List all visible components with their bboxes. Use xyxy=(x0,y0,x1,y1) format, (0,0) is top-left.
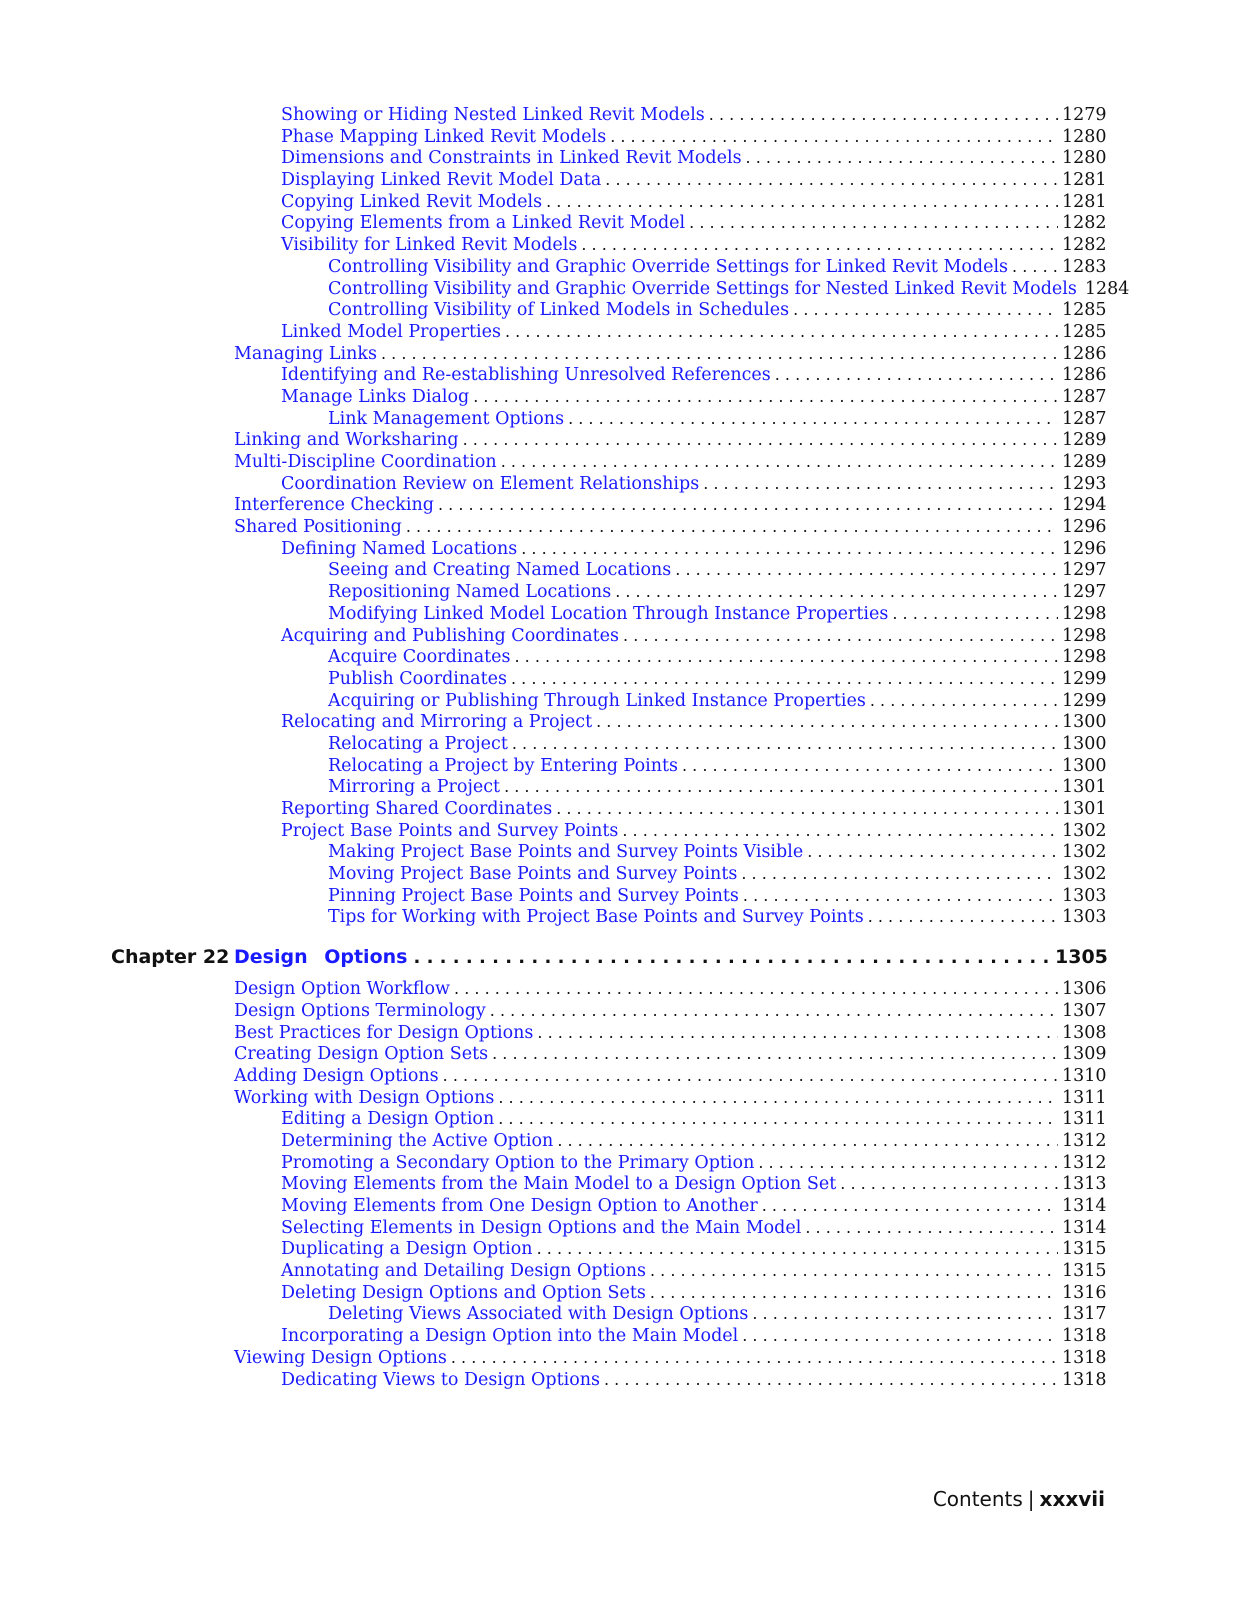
toc-entry-link[interactable]: Tips for Working with Project Base Points and Survey Points xyxy=(328,907,864,928)
dot-leader xyxy=(546,191,1058,213)
toc-entry-link[interactable]: Deleting Design Options and Option Sets xyxy=(281,1282,646,1303)
toc-entry-link[interactable]: Best Practices for Design Options xyxy=(234,1022,534,1043)
toc-entry-page-number: 1289 xyxy=(1062,430,1107,451)
toc-entry-page-number: 1315 xyxy=(1062,1239,1107,1260)
dot-leader xyxy=(793,299,1058,321)
toc-entry xyxy=(0,169,1237,191)
toc-entry-link[interactable]: Seeing and Creating Named Locations xyxy=(328,560,672,581)
toc-entry-page-number: 1306 xyxy=(1062,979,1107,1000)
toc-entry-link[interactable]: Showing or Hiding Nested Linked Revit Models xyxy=(281,105,705,125)
toc-entry-page-number: 1282 xyxy=(1062,213,1107,234)
toc-entry-link[interactable]: Promoting a Secondary Option to the Primary Option xyxy=(281,1152,755,1173)
toc-entry xyxy=(0,1022,1237,1044)
toc-entry xyxy=(0,1108,1237,1130)
toc-entry-link[interactable]: Link Management Options xyxy=(328,408,565,429)
toc-entry xyxy=(0,776,1237,798)
toc-entry-page-number: 1286 xyxy=(1062,365,1107,386)
toc-entry-page-number: 1311 xyxy=(1062,1109,1107,1130)
toc-entry xyxy=(0,1260,1237,1282)
toc-entry-page-number: 1318 xyxy=(1062,1369,1107,1390)
dot-leader xyxy=(743,885,1058,907)
toc-entry-link[interactable]: Linked Model Properties xyxy=(281,321,501,342)
toc-entry-page-number: 1312 xyxy=(1062,1130,1107,1151)
toc-entry xyxy=(0,408,1237,430)
toc-entry xyxy=(0,191,1237,213)
dot-leader xyxy=(868,906,1058,928)
dot-leader xyxy=(492,1043,1058,1065)
toc-entry-link[interactable]: Defining Named Locations xyxy=(281,538,518,559)
toc-entry-link[interactable]: Editing a Design Option xyxy=(281,1109,495,1130)
toc-entry-page-number: 1299 xyxy=(1062,668,1107,689)
dot-leader xyxy=(537,1022,1058,1044)
footer-page-number: xxxvii xyxy=(1039,1487,1105,1511)
toc-entry-link[interactable]: Controlling Visibility of Linked Models in Schedules xyxy=(328,300,790,321)
toc-entry-page-number: 1300 xyxy=(1062,755,1107,776)
dot-leader xyxy=(650,1282,1058,1304)
dot-leader xyxy=(807,841,1058,863)
toc-entry xyxy=(0,1238,1237,1260)
dot-leader xyxy=(703,473,1058,495)
dot-leader xyxy=(596,711,1058,733)
dot-leader xyxy=(746,147,1058,169)
toc-entry-page-number: 1307 xyxy=(1062,1000,1107,1021)
toc-entry xyxy=(0,212,1237,234)
dot-leader xyxy=(870,690,1058,712)
toc-entry-page-number: 1316 xyxy=(1062,1282,1107,1303)
toc-entry-link[interactable]: Working with Design Options xyxy=(234,1087,495,1108)
dot-leader xyxy=(505,321,1058,343)
toc-entry xyxy=(0,494,1237,516)
dot-leader xyxy=(762,1195,1058,1217)
toc-entry xyxy=(0,841,1237,863)
dot-leader xyxy=(443,1065,1058,1087)
toc-entry-link[interactable]: Relocating a Project xyxy=(328,733,508,754)
toc-entry-link[interactable]: Project Base Points and Survey Points xyxy=(281,820,619,841)
toc-entry xyxy=(0,863,1237,885)
toc-entry xyxy=(0,386,1237,408)
toc-entry-page-number: 1281 xyxy=(1062,170,1107,191)
toc-entry xyxy=(0,1369,1237,1391)
toc-entry-link[interactable]: Relocating and Mirroring a Project xyxy=(281,712,593,733)
toc-entry-link[interactable]: Selecting Elements in Design Options and the Main Model xyxy=(281,1217,802,1238)
toc-entry xyxy=(0,1217,1237,1239)
toc-entry xyxy=(0,1152,1237,1174)
toc-entry-page-number: 1279 xyxy=(1062,105,1107,125)
toc-entry-link[interactable]: Managing Links xyxy=(234,343,377,364)
toc-entry-link[interactable]: Controlling Visibility and Graphic Override Settings for Nested Linked Revit Models xyxy=(328,278,1077,299)
toc-entry-page-number: 1311 xyxy=(1062,1087,1107,1108)
toc-entry-link[interactable]: Determining the Active Option xyxy=(281,1130,554,1151)
dot-leader xyxy=(623,625,1058,647)
dot-leader xyxy=(521,538,1058,560)
toc-entry-link[interactable]: Modifying Linked Model Location Through Instance Properties xyxy=(328,603,889,624)
toc-entry xyxy=(0,906,1237,928)
toc-entry xyxy=(0,603,1237,625)
toc-entry xyxy=(0,690,1237,712)
toc-entry-link[interactable]: Creating Design Option Sets xyxy=(234,1044,489,1065)
dot-leader xyxy=(1012,256,1058,278)
dot-leader xyxy=(605,169,1058,191)
toc-entry-page-number: 1284 xyxy=(1084,278,1130,299)
toc-entry-page-number: 1283 xyxy=(1062,256,1107,277)
dot-leader xyxy=(742,1325,1058,1347)
dot-leader xyxy=(581,234,1058,256)
toc-entry-link[interactable]: Mirroring a Project xyxy=(328,777,501,798)
toc-entry-link[interactable]: Design Options Terminology xyxy=(234,1000,486,1021)
dot-leader xyxy=(709,104,1058,126)
dot-leader xyxy=(501,451,1058,473)
toc-list-top xyxy=(0,104,1237,928)
toc-entry-page-number: 1303 xyxy=(1062,885,1107,906)
dot-leader xyxy=(622,820,1058,842)
toc-entry-page-number: 1297 xyxy=(1062,560,1107,581)
toc-entry-link[interactable]: Moving Project Base Points and Survey Points xyxy=(328,864,738,885)
toc-entry xyxy=(0,581,1237,603)
toc-entry-link[interactable]: Publish Coordinates xyxy=(328,668,507,689)
toc-entry xyxy=(0,343,1237,365)
toc-entry-page-number: 1280 xyxy=(1062,148,1107,169)
toc-entry-link[interactable]: Coordination Review on Element Relationships xyxy=(281,473,700,494)
toc-entry xyxy=(0,1173,1237,1195)
toc-entry-link[interactable]: Design Option Workflow xyxy=(234,979,451,1000)
toc-entry-page-number: 1280 xyxy=(1062,126,1107,147)
dot-leader xyxy=(650,1260,1058,1282)
toc-entry-link[interactable]: Annotating and Detailing Design Options xyxy=(281,1261,646,1282)
toc-entry-page-number: 1314 xyxy=(1062,1217,1107,1238)
toc-entry xyxy=(0,278,1237,300)
toc-entry xyxy=(0,798,1237,820)
toc-entry-page-number: 1300 xyxy=(1062,712,1107,733)
toc-entry-page-number: 1310 xyxy=(1062,1065,1107,1086)
dot-leader xyxy=(675,559,1058,581)
toc-entry xyxy=(0,711,1237,733)
toc-entry-link[interactable]: Making Project Base Points and Survey Points Visible xyxy=(328,842,804,863)
toc-list-chapter xyxy=(0,978,1237,1390)
footer-separator: | xyxy=(1027,1487,1035,1511)
toc-entry-link[interactable]: Manage Links Dialog xyxy=(281,386,470,407)
dot-leader xyxy=(512,733,1058,755)
chapter-title-link[interactable]: Design Options xyxy=(234,946,408,969)
dot-leader xyxy=(741,863,1058,885)
dot-leader xyxy=(775,364,1058,386)
toc-entry xyxy=(0,1130,1237,1152)
toc-entry xyxy=(0,1303,1237,1325)
toc-entry-page-number: 1309 xyxy=(1062,1044,1107,1065)
toc-entry-page-number: 1294 xyxy=(1062,495,1107,516)
dot-leader xyxy=(568,408,1058,430)
toc-entry xyxy=(0,625,1237,647)
toc-entry-link[interactable]: Linking and Worksharing xyxy=(234,430,459,451)
toc-entry xyxy=(0,516,1237,538)
toc-entry-page-number: 1308 xyxy=(1062,1022,1107,1043)
dot-leader xyxy=(438,494,1058,516)
toc-entry-page-number: 1287 xyxy=(1062,408,1107,429)
toc-entry-link[interactable]: Relocating a Project by Entering Points xyxy=(328,755,678,776)
toc-entry xyxy=(0,1043,1237,1065)
toc-entry-page-number: 1298 xyxy=(1062,603,1107,624)
toc-entry xyxy=(0,1087,1237,1109)
toc-entry-link[interactable]: Viewing Design Options xyxy=(234,1347,447,1368)
dot-leader xyxy=(557,1130,1058,1152)
toc-entry xyxy=(0,559,1237,581)
dot-leader xyxy=(451,1347,1058,1369)
toc-entry-page-number: 1281 xyxy=(1062,191,1107,212)
toc-entry xyxy=(0,1000,1237,1022)
toc-entry-link[interactable]: Identifying and Re-establishing Unresolved References xyxy=(281,365,771,386)
toc-entry-page-number: 1299 xyxy=(1062,690,1107,711)
toc-entry xyxy=(0,1195,1237,1217)
toc-entry-link[interactable]: Deleting Views Associated with Design Options xyxy=(328,1304,749,1325)
dot-leader xyxy=(556,798,1058,820)
toc-entry xyxy=(0,256,1237,278)
toc-entry xyxy=(0,1282,1237,1304)
toc-entry-link[interactable]: Interference Checking xyxy=(234,495,434,516)
toc-entry-page-number: 1285 xyxy=(1062,300,1107,321)
dot-leader xyxy=(498,1108,1058,1130)
toc-entry-page-number: 1315 xyxy=(1062,1261,1107,1282)
toc-entry-page-number: 1302 xyxy=(1062,820,1107,841)
dot-leader xyxy=(892,603,1058,625)
dot-leader xyxy=(682,755,1058,777)
toc-entry-link[interactable]: Acquiring or Publishing Through Linked Instance Properties xyxy=(328,690,866,711)
dot-leader xyxy=(758,1152,1058,1174)
toc-entry-link[interactable]: Dedicating Views to Design Options xyxy=(281,1369,600,1390)
toc-entry xyxy=(0,820,1237,842)
toc-entry xyxy=(0,668,1237,690)
toc-entry-page-number: 1298 xyxy=(1062,625,1107,646)
toc-entry-page-number: 1296 xyxy=(1062,538,1107,559)
toc-entry xyxy=(0,733,1237,755)
toc-entry xyxy=(0,1347,1237,1369)
toc-entry xyxy=(0,147,1237,169)
toc-entry xyxy=(0,473,1237,495)
dot-leader xyxy=(504,776,1058,798)
toc-entry-page-number: 1312 xyxy=(1062,1152,1107,1173)
toc-entry xyxy=(0,755,1237,777)
toc-entry-page-number: 1302 xyxy=(1062,842,1107,863)
toc-entry-page-number: 1282 xyxy=(1062,235,1107,256)
toc-entry-page-number: 1296 xyxy=(1062,517,1107,538)
chapter-page-number: 1305 xyxy=(1055,946,1108,969)
toc-entry-page-number: 1303 xyxy=(1062,907,1107,928)
dot-leader xyxy=(413,947,1049,968)
toc-entry-link[interactable]: Multi-Discipline Coordination xyxy=(234,452,497,472)
toc-entry-link[interactable]: Duplicating a Design Option xyxy=(281,1239,533,1260)
toc-entry-page-number: 1298 xyxy=(1062,647,1107,668)
toc-entry-page-number: 1317 xyxy=(1062,1304,1107,1325)
dot-leader xyxy=(406,516,1058,538)
toc-entry-page-number: 1302 xyxy=(1062,864,1107,885)
toc-entry xyxy=(0,321,1237,343)
toc-entry-link[interactable]: Dimensions and Constraints in Linked Revit Models xyxy=(281,148,742,169)
toc-entry xyxy=(0,126,1237,148)
dot-leader xyxy=(454,978,1058,1000)
toc-entry xyxy=(0,429,1237,451)
toc-entry-page-number: 1318 xyxy=(1062,1347,1107,1368)
dot-leader xyxy=(604,1369,1058,1391)
toc-entry-link[interactable]: Reporting Shared Coordinates xyxy=(281,799,553,819)
toc-entry xyxy=(0,234,1237,256)
dot-leader xyxy=(490,1000,1058,1022)
toc-entry xyxy=(0,538,1237,560)
dot-leader xyxy=(463,429,1058,451)
dot-leader xyxy=(610,126,1058,148)
dot-leader xyxy=(515,646,1059,668)
toc-entry-page-number: 1313 xyxy=(1062,1174,1107,1195)
dot-leader xyxy=(511,668,1058,690)
toc-entry-link[interactable]: Phase Mapping Linked Revit Models xyxy=(281,126,607,147)
toc-entry-page-number: 1300 xyxy=(1062,733,1107,754)
dot-leader xyxy=(381,343,1058,365)
page-footer xyxy=(933,1487,1105,1511)
toc-entry-link[interactable]: Acquiring and Publishing Coordinates xyxy=(281,625,620,646)
toc-entry xyxy=(0,978,1237,1000)
toc-entry xyxy=(0,1325,1237,1347)
dot-leader xyxy=(689,212,1058,234)
toc-entry-page-number: 1301 xyxy=(1062,777,1107,798)
toc-entry-link[interactable]: Shared Positioning xyxy=(234,517,402,538)
toc-entry-page-number: 1287 xyxy=(1062,386,1107,407)
dot-leader xyxy=(473,386,1058,408)
toc-entry-link[interactable]: Displaying Linked Revit Model Data xyxy=(281,170,602,191)
toc-entry-link[interactable]: Moving Elements from One Design Option to Another xyxy=(281,1196,758,1216)
dot-leader xyxy=(498,1087,1058,1109)
toc-entry-page-number: 1293 xyxy=(1062,473,1107,494)
toc-entry-link[interactable]: Copying Elements from a Linked Revit Model xyxy=(281,213,686,234)
toc-entry-link[interactable]: Incorporating a Design Option into the Main Model xyxy=(281,1326,739,1347)
toc-entry xyxy=(0,646,1237,668)
toc-entry xyxy=(0,364,1237,386)
toc-entry-page-number: 1289 xyxy=(1062,452,1107,472)
toc-entry-page-number: 1314 xyxy=(1062,1196,1107,1216)
dot-leader xyxy=(805,1217,1058,1239)
toc-entry xyxy=(0,451,1237,473)
dot-leader xyxy=(840,1173,1058,1195)
toc-entry-link[interactable]: Moving Elements from the Main Model to a Design Option Set xyxy=(281,1174,837,1195)
chapter-heading xyxy=(0,946,1237,976)
toc-entry-link[interactable]: Repositioning Named Locations xyxy=(328,582,612,603)
toc-entry xyxy=(0,1065,1237,1087)
toc-entry-link[interactable]: Visibility for Linked Revit Models xyxy=(281,235,578,256)
dot-leader xyxy=(615,581,1058,603)
chapter-label: Chapter 22 xyxy=(111,946,230,969)
toc-entry-link[interactable]: Acquire Coordinates xyxy=(328,647,511,668)
toc-entry-page-number: 1297 xyxy=(1062,582,1107,603)
toc-entry-page-number: 1301 xyxy=(1062,799,1107,819)
toc-entry-page-number: 1285 xyxy=(1062,321,1107,342)
toc-entry xyxy=(0,104,1237,126)
toc-entry-page-number: 1286 xyxy=(1062,343,1107,364)
toc-entry-link[interactable]: Adding Design Options xyxy=(234,1065,439,1086)
dot-leader xyxy=(752,1303,1058,1325)
toc-entry-page-number: 1318 xyxy=(1062,1326,1107,1347)
table-of-contents xyxy=(0,104,1237,1390)
dot-leader xyxy=(537,1238,1058,1260)
toc-entry xyxy=(0,299,1237,321)
footer-section: Contents xyxy=(932,1487,1023,1511)
toc-entry-link[interactable]: Pinning Project Base Points and Survey Points xyxy=(328,885,739,906)
toc-entry xyxy=(0,885,1237,907)
toc-entry-link[interactable]: Controlling Visibility and Graphic Override Settings for Linked Revit Models xyxy=(328,256,1009,277)
toc-entry-link[interactable]: Copying Linked Revit Models xyxy=(281,191,543,212)
